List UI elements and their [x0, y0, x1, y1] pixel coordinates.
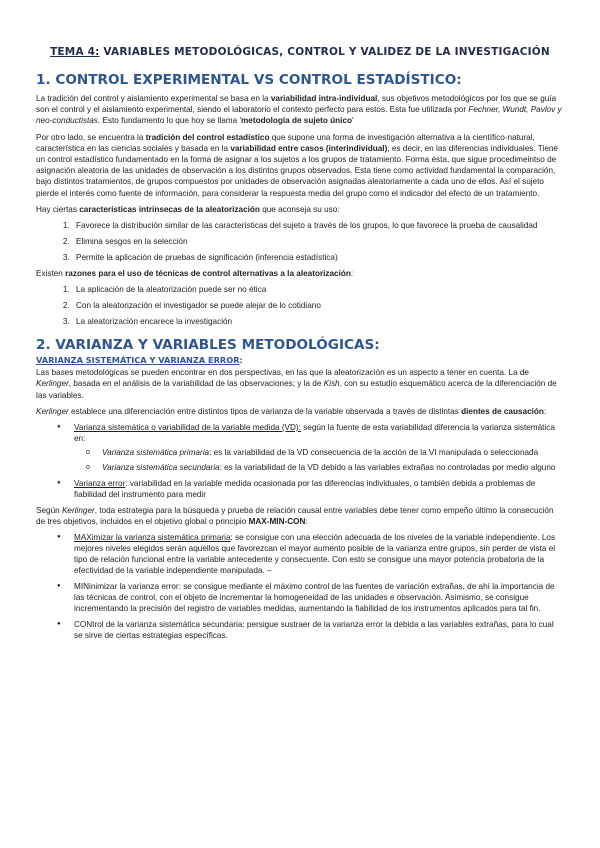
variance-types-list [36, 422, 564, 500]
text: Por otro lado, se encuentra la [36, 132, 146, 142]
text: : [543, 406, 547, 416]
bold-text: características intrínsecas de la aleatorización [79, 204, 260, 214]
text: Según [36, 506, 62, 516]
italic-text: Varianza sistemática primaria [102, 448, 210, 458]
section-2-heading: 2. VARIANZA Y VARIABLES METODOLÓGICAS: [36, 337, 380, 354]
text: , sus objetivos metodológicos por los que se guía son el control y el aislamiento experimental, siendo el laboratorio el contexto perfecto para estos. Esta fue utilizada por [36, 94, 557, 115]
text: que aconseja su uso: [259, 204, 340, 214]
text: : variabilidad en la variable medida ocasionada por las diferencias individuales, o también debida a problemas de fiabilidad del instrumento para medir [74, 479, 536, 500]
text: . Esto fundamento lo que hoy se llama ' [97, 116, 242, 126]
bold-text: MAX-MIN-CON [248, 517, 306, 527]
list-item [102, 462, 564, 473]
text: Hay ciertas [36, 204, 80, 214]
section-1-heading: 1. CONTROL EXPERIMENTAL VS CONTROL ESTADÍSTICO: [36, 72, 462, 88]
bold-text: metodología de sujeto único [241, 116, 353, 126]
list-item [74, 581, 564, 614]
text: según la fuente de esta variabilidad diferencia la varianza sistemática en: [74, 423, 555, 444]
list-item: 2. Elimina sesgos en la selección [72, 236, 564, 247]
max-min-con-list [36, 532, 564, 641]
text: : es la variabilidad de la VD consecuencia de la acción de la VI manipulada o seleccionada [209, 448, 539, 458]
list-item [74, 422, 564, 473]
bold-text: variabilidad intra-individual [270, 94, 378, 103]
list-item: 2. Con la aleatorización el investigador se puede alejar de lo cotidiano [72, 300, 564, 311]
italic-text: Varianza sistemática secundaria [102, 463, 220, 473]
text: , es decir, en las diferencias individuales. Tiene un control estadístico fundamentado en la forma de asignar a los sujetos a los grupos de tratamiento. Forma ésta, que sigue procedimeintso de asignación aleatoria de las unidades de observación a los distintos grupos observados. Esta tiene como actividad fundamental la comparación, bajo distintos tratamientos, de grupos compuestos por unidades de observación asignadas aleatoriamente a cada uno de ellos. Así el sujeto pierde el interés como fuente de información, para considerar la respuesta media del grupo como el indicador del efecto de un tratamiento. [36, 143, 558, 198]
s2-paragraph-3 [36, 505, 564, 527]
list-item [74, 532, 564, 576]
text: MINinimizar la varianza error: se consigue mediante el máximo control de las fuentes de variación extrañas, de ahí la importancia de las técnicas de control, con el objeto de incrementar la homogeneidad de las unidades e observación. Asimismo, se consigue incrementando la precisión del registro de variables medidas, aumentando la fiabilidad de los instrumentos aplicados para tal fin. [74, 582, 555, 614]
bold-text: razones para el uso de técnicas de control alternativas a la aleatorización [65, 269, 351, 279]
list-item [74, 619, 564, 641]
text: : [239, 355, 243, 366]
text: Existen [36, 269, 66, 279]
s2-paragraph-2 [36, 406, 564, 417]
italic-text: Kerlinger [36, 406, 69, 416]
underlined-text: Varianza error [74, 479, 126, 489]
text: establece una diferenciación entre distintos tipos de varianza de la variable observada a través de distintas [68, 406, 462, 416]
s1-paragraph-3 [36, 204, 564, 215]
alternative-control-reasons-list [36, 284, 564, 327]
bold-text: variabilidad entre casos (interindividual) [230, 143, 388, 153]
text: : se consigue con una elección adecuada de los niveles de la variable independiente. Los mejores niveles elegidos serán aquellos que favorezcan el mayor aumento posible de la varianza entre grupos, sin perder de vista el tipo de relación funcional entre la variable antecedente y consecuente. Con esto se consigue una mayor potencia probatoria de la efectividad de la variable independiente manipulada. – [74, 533, 556, 576]
s1-paragraph-1 [36, 93, 564, 127]
text: , toda estrategia para la búsqueda y prueba de relación causal entre variables debe tener como empeño último la consecución de tres objetivos, incluidos en el objetivo global o principio [36, 506, 554, 527]
italic-text: Kerlinger [36, 379, 69, 389]
systematic-variance-sublist [74, 447, 564, 473]
s2-paragraph-1 [36, 367, 564, 401]
text: , con su estudio esquemático acerca de la diferenciación de las variables. [36, 379, 557, 400]
text: Las bases metodológicas se pueden encontrar en dos perspectivas, en las que la aleatorización es un aspecto a tener en cuenta. La de [36, 368, 529, 378]
bold-text: dientes de causación [461, 406, 544, 416]
text: La tradición del control y aislamiento experimental se basa en la [36, 94, 271, 103]
subheading-text: VARIANZA SISTEMÁTICA Y VARIANZA ERROR [36, 355, 240, 366]
text: , basada en el análisis de la variabilidad de las observaciones; y la de [68, 379, 324, 389]
topic-title [36, 46, 564, 58]
text: : [305, 517, 308, 527]
s1-paragraph-4 [36, 268, 564, 279]
italic-text: Fechner, Wundt, Pavlov y neo-conductistas [36, 105, 562, 126]
list-item: 1. Favorece la distribución similar de las características del sujeto a través de los grupos, lo que favorece la prueba de causalidad [72, 220, 564, 231]
list-item [74, 478, 564, 500]
text: ' [352, 116, 354, 126]
italic-text: Kish [323, 379, 340, 389]
topic-prefix: TEMA 4: [50, 46, 100, 58]
topic-title-text: VARIABLES METODOLÓGICAS, CONTROL Y VALIDEZ DE LA INVESTIGACIÓN [99, 46, 550, 58]
text: : [350, 269, 354, 279]
underlined-text: MAXimizar la varianza sistemática primaria [74, 533, 231, 543]
list-item: 3. La aleatorización encarece la investigación [72, 316, 564, 327]
randomization-characteristics-list [36, 220, 564, 263]
text: CONtrol de la varianza sistemática secundaria: persigue sustraer de la varianza error la debida a las variables extrañas, para lo cual se sirve de ciertas estrategias específicas. [74, 620, 554, 641]
bold-text: tradición del control estadístico [145, 132, 270, 142]
text: : es la variabilidad de la VD debido a las variables extrañas no controladas por medio alguno [219, 463, 556, 473]
list-item: 3. Permite la aplicación de pruebas de significación (inferencia estadística) [72, 252, 564, 263]
underlined-text: Varianza sistemática o variabilidad de la variable medida (VD): [74, 423, 301, 433]
text: que supone una forma de investigación alternativa a la científico-natural, característica en las ciencias sociales y basada en la [36, 132, 535, 153]
italic-text: Kerlinger [61, 506, 95, 516]
s1-paragraph-2 [36, 132, 564, 199]
section-2-subheading [36, 355, 564, 365]
list-item: 1. La aplicación de la aleatorización puede ser no ética [72, 284, 564, 295]
list-item [102, 447, 564, 458]
